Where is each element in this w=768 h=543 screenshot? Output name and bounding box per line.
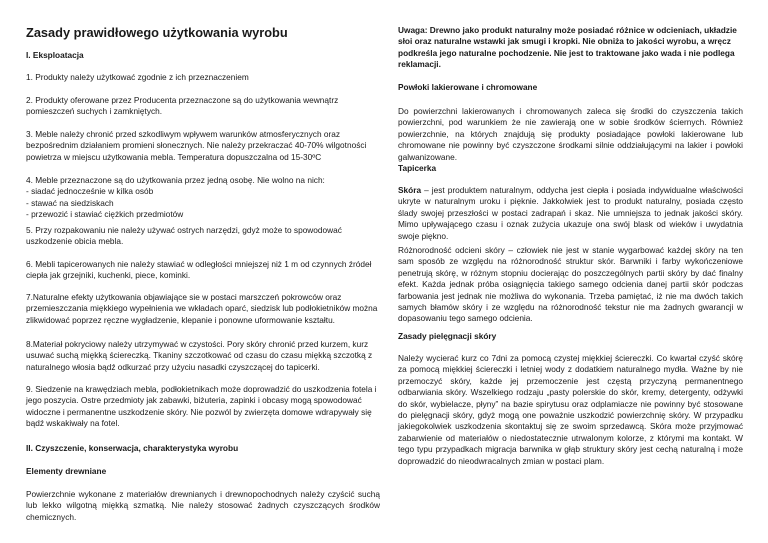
rule-item-4-line: - siadać jednocześnie w kilka osób xyxy=(26,186,154,197)
rule-item-7: 7.Naturalne efekty użytkowania objawiające sie w postaci marszczeń pokrowców oraz przemieszczania miękkiego wypełnienia we wkładach oparć, siedzisk lub podłokietników można zlikwidować poprzez ręczne wygładzenie, klepanie i ponowne uformowanie kształtu. xyxy=(26,292,378,325)
leather-paragraph xyxy=(398,185,743,242)
leather-shade-text: Różnorodność odcieni skóry – człowiek nie jest w stanie wygarbować każdej skóry na ten sam sposób ze względu na różnorodność struktur skór. Barwniki i farby wykończeniowe penetrują skórę, w różnym stopniu docierając do poszczególnych partii skóry by dać finalny efekt. Każda jednak próba osiągnięcia takiego samego odcienia danej partii skór podczas farbowania jest jednak nie możliwa do wykonania. Trzeba pamiętać, iż nie ma dwóch takich samych błamów skóry i ze względu na różnorodność tekstur nie ma żadnych gwarancji w dopasowaniu tego samego odcienia. xyxy=(398,245,743,324)
coatings-text: Do powierzchni lakierowanych i chromowanych zaleca się środki do czyszczenia takich powierzchni, pod warunkiem że nie zawierają one w sobie środków ściernych. Również powierzchnie, na których znajdują się produkty posiadające powłoki lakierowane lub chromowane nie powinny być czyszczone środkami silnie oddziałującymi na lakier i powłoki galwanizowane. xyxy=(398,106,743,162)
subheading-upholstery: Tapicerka xyxy=(398,163,437,173)
rule-item-4-line: 4. Meble przeznaczone są do użytkowania przez jedną osobę. Nie wolno na nich: xyxy=(26,175,325,185)
subheading-coatings: Powłoki lakierowane i chromowane xyxy=(398,82,538,92)
leather-term: Skóra xyxy=(398,185,422,195)
wood-care-text: Powierzchnie wykonane z materiałów drewnianych i drewnopochodnych należy czyścić suchą lub lekko wilgotną miękką szmatką. Nie należy stosować żadnych czyszczących środków chemicznych. xyxy=(26,489,380,522)
wood-note: Uwaga: Drewno jako produkt naturalny może posiadać różnice w odcieniach, układzie słoi oraz naturalne wstawki jak smugi i kropki. Nie obniża to jakości wyrobu, a wręcz podkreśla jego naturalne pochodzenie. Nie jest to traktowane jako wada i nie podlega reklamacji. xyxy=(398,25,737,70)
document-title: Zasady prawidłowego użytkowania wyrobu xyxy=(26,25,288,40)
section-heading-cleaning: II. Czyszczenie, konserwacja, charakterystyka wyrobu xyxy=(26,443,239,453)
rule-item-4-line: - przewozić i stawiać ciężkich przedmiotów xyxy=(26,209,184,220)
subheading-leather-care: Zasady pielęgnacji skóry xyxy=(398,331,497,341)
leather-care-text: Należy wycierać kurz co 7dni za pomocą czystej miękkiej ściereczki. Co kwartał czyść skórę za pomocą miękkiej ściereczki i letniej wody z dodatkiem naturalnego mydła. Ważne by nie przemoczyć skóry, każde jej przemoczenie jest częstą przyczyną permanentnego odbarwiania skóry. Wszelkiego rodzaju „pasty polerskie do skór, kremy, detergenty, odżywki do skór, wybielacze, płyny” na bazie spirytusu oraz odplamiacze nie powinny być stosowane do pielęgnacji skóry, gdyż mogą one poważnie uszkodzić powierzchnię skóry. W przypadku jakiegokolwiek uszkodzenia skontaktuj się ze swoim sprzedawcą. Skóra może przyjmować zabarwienie od materiałów o niedostatecznie utrwalonym kolorze, z którymi ma kontakt. W tego typu przypadkach migracja barwnika w głąb struktury skóry jest cechą naturalną i może doprowadzić do nieodwracalnych zmian w postaci plam. xyxy=(398,353,743,466)
rule-item-2: 2. Produkty oferowane przez Producenta przeznaczone są do użytkowania wewnątrz pomieszczeń suchych i zamkniętych. xyxy=(26,95,339,117)
rule-item-4-line: - stawać na siedziskach xyxy=(26,197,114,208)
subheading-wood: Elementy drewniane xyxy=(26,466,107,476)
rule-item-5: 5. Przy rozpakowaniu nie należy używać ostrych narzędzi, gdyż może to spowodować uszkodzenie obicia mebla. xyxy=(26,225,342,247)
rule-item-4 xyxy=(26,175,380,221)
rule-item-8: 8.Materiał pokryciowy należy utrzymywać w czystości. Pory skóry chronić przed kurzem, kurz usuwać suchą miękką ściereczką. Tkaniny szczotkować od czasu do czasu miękką szczotką z naturalnego włosia bądź odkurzać przy użyciu nasadki czyszczącej do tapicerki. xyxy=(26,339,373,372)
rule-item-6: 6. Mebli tapicerowanych nie należy stawiać w odległości mniejszej niż 1 m od czynnych źródeł ciepła jak grzejniki, kuchenki, piece, kominki. xyxy=(26,259,372,281)
rule-item-1: 1. Produkty należy użytkować zgodnie z ich przeznaczeniem xyxy=(26,72,249,82)
rule-item-9: 9. Siedzenie na krawędziach mebla, podłokietnikach może doprowadzić do uszkodzenia fotela i jego poszycia. Ostre przedmioty jak zabawki, biżuteria, zapinki i obcasy mogą spowodować widoczne i permanentne uszkodzenie skóry. Nie pozwól by zwierzęta domowe wdrapywały się bądź wskakiwały na fotel. xyxy=(26,384,377,429)
rule-item-3: 3. Meble należy chronić przed szkodliwym wpływem warunków atmosferycznych oraz bezpośrednim działaniem promieni słonecznych. Nie należy przekraczać 40-70% wilgotności powietrza w miejscu użytkowania mebla. Temperatura dopuszczalna od 15-30ºC xyxy=(26,129,367,162)
leather-text: – jest produktem naturalnym, oddycha jest ciepła i posiada indywidualne właściwości ukryte w naturalnym uroku i pięknie. Jakkolwiek jest to produkt naturalny, posiada często ślady swojej przeszłości w postaci zadrapań i skaz. Nie umniejsza to jednak jakości skóry. Mimo upływającego czasu i oznak zużycia ukazuje ona swój blask od wieków i uwydatnia swoje piękno. xyxy=(398,185,743,241)
section-heading-exploitation: I. Eksploatacja xyxy=(26,50,84,60)
